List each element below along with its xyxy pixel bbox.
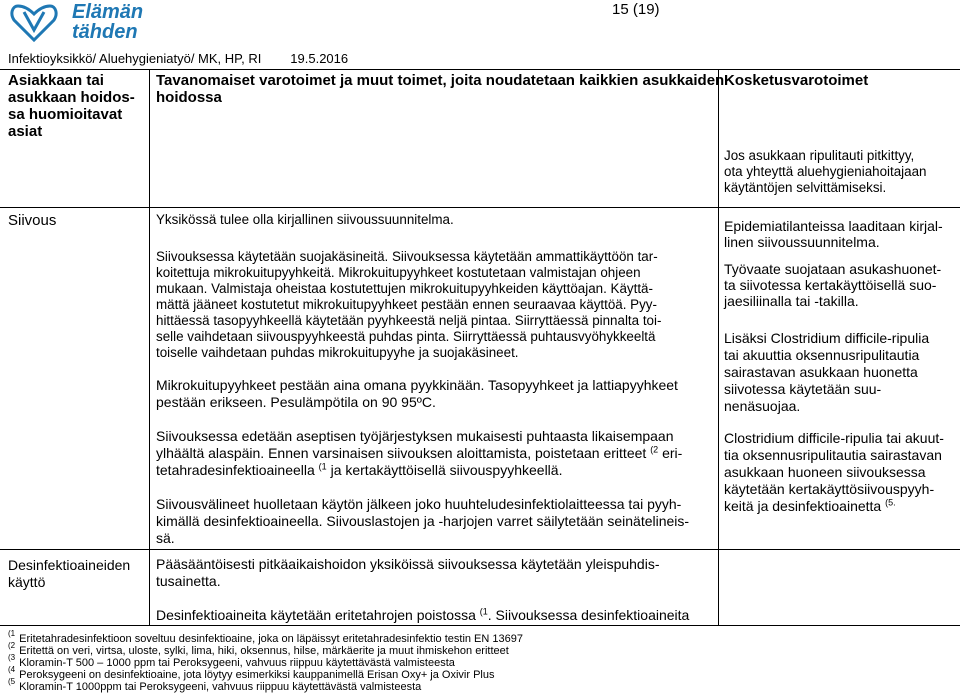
row-divider-1 [0, 207, 960, 208]
desinfektio-p2: Desinfektioaineita käytetään eritetahrojen poistossa $^{(1}$. Siivouksessa desinfektioaineita [156, 606, 690, 623]
page-number: 15 (19) [612, 1, 660, 18]
row-divider-2 [0, 549, 960, 550]
siivous-p1: Yksikössä tulee olla kirjallinen siivoussuunnitelma. [156, 212, 454, 227]
siivous-p3: Mikrokuitupyyhkeet pestään aina omana pyykkinään. Tasopyyhkeet ja lattiapyyhkeet pestään erikseen. Pesulämpötila on 90 95ºC. [156, 377, 678, 410]
top-right-note: Jos asukkaan ripulitauti pitkittyy, ota yhteyttä aluehygieniahoitajaan käytäntöjen selvittämiseksi. [724, 148, 927, 195]
row-label-siivous: Siivous [8, 212, 57, 229]
col-divider-2 [718, 69, 719, 626]
siivous-right-p3: Lisäksi Clostridium difficile-ripulia tai akuuttia oksennusripulitautia sairastavan asukkaan huonetta siivotessa käytetään suu- nenäsuojaa. [724, 330, 930, 414]
siivous-p4: Siivouksessa edetään aseptisen työjärjestyksen mukaisesti puhtaasta likaisempaan ylhäältä alaspäin. Ennen varsinaisen siivouksen aloittamista, poistetaan eritteet $^{(2}$ eri- tetahradesinfektioaineella $^{(1}$ ja kertakäyttöisellä siivouspyyhkeellä. [156, 428, 683, 478]
logo-wordmark: Elämän tähden [72, 1, 144, 43]
siivous-right-p1: Epidemiatilanteissa laaditaan kirjal- linen siivoussuunnitelma. [724, 218, 943, 250]
footnote-2: $^{(2}$ Eritettä on veri, virtsa, uloste, sylki, lima, hiki, oksennus, hilse, märkäerite ja muut ihmiskehon eritteet [8, 641, 509, 657]
header-info-line: Infektioyksikkö/ Aluehygieniatyö/ MK, HP, RI 19.5.2016 [8, 51, 349, 66]
footnote-4: $^{(4}$ Peroksygeeni on desinfektioaine, jota löytyy esimerkiksi kauppanimellä Erisan Oxy+ ja Oxivir Plus [8, 665, 495, 681]
footnote-3: $^{(3}$ Kloramin-T 500 – 1000 ppm tai Peroksygeeni, vahvuus riippuu käytettävästä valmisteesta [8, 653, 455, 669]
heart-logo-icon [10, 0, 70, 45]
col-divider-1 [149, 69, 150, 626]
desinfektio-p1: Pääsääntöisesti pitkäaikaishoidon yksiköissä siivouksessa käytetään yleispuhdis- tusainetta. [156, 556, 660, 589]
col3-heading: Kosketusvarotoimet [724, 72, 869, 89]
table-bottom-border [0, 625, 960, 626]
siivous-p2: Siivouksessa käytetään suojakäsineitä. Siivouksessa käytetään ammattikäyttöön tar- koitettuja mikrokuitupyyhkeitä. Mikrokuitupyyhkeet kostutetaan valmistajan ohjeen mukaan. Valmistaja oheistaa kostutettujen mikrokuitupyyhkeiden käyttöajan. Käyttä- mättä jääneet kostutetut mikrokuitupyyhkeet pestään ennen seuraavaa käyttöä. Pyy- hittäessä tasopyyhkeellä käytetään pyyhkeestä neljä pintaa. Siirryttäessä pinnalta toi- selle vaihdetaan siivouspyyhkeestä puhdas pinta. Siirryttäessä puhtausvyöhykkeeltä toiselle vaihdetaan puhdas mikrokuitupyyhe ja suojakäsineet. [156, 249, 662, 360]
siivous-right-p4: Clostridium difficile-ripulia tai akuut- tia oksennusripulitautia sairastavan asukkaan huoneen siivouksessa käytetään kertakäyttösiivouspyyh- keitä ja desinfektioainetta $^{(5.}$ [724, 430, 944, 514]
logo [10, 0, 144, 45]
col2-heading: Tavanomaiset varotoimet ja muut toimet, joita noudatetaan kaikkien asukkaiden hoidossa [156, 72, 725, 106]
footnote-1: $^{(1}$ Eritetahradesinfektioon soveltuu desinfektioaine, joka on läpäissyt eritetahradesinfektio testin EN 13697 [8, 629, 523, 645]
col1-heading: Asiakkaan tai asukkaan hoidos- sa huomioitavat asiat [8, 72, 135, 140]
siivous-p5: Siivousvälineet huolletaan käytön jälkeen joko huuhteludesinfektiolaitteessa tai pyyh- kimällä desinfektioaineella. Siivouslastojen ja -harjojen varret säilytetään seinätelineis- sä. [156, 496, 690, 546]
siivous-right-p2: Työvaate suojataan asukashuonet- ta siivotessa kertakäyttöisellä suo- jaesiliinalla tai -takilla. [724, 261, 942, 309]
row-label-desinfektio: Desinfektioaineiden käyttö [8, 557, 131, 590]
table-top-border [0, 69, 960, 70]
footnote-5: $^{(5}$ Kloramin-T 1000ppm tai Peroksygeeni, vahvuus riippuu käytettävästä valmisteesta [8, 677, 422, 693]
